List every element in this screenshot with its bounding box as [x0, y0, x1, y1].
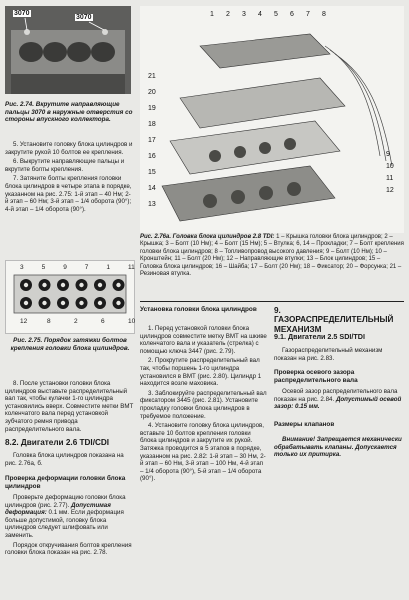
caption-fig-2-76: Рис. 2.76а. Головка блока цилиндров 2.8 TDI:	[140, 234, 275, 240]
bolt-order-number: 12	[20, 318, 28, 325]
para-7: 7. Затяните болты крепления головки блока цилиндров в четыре этапа в порядке, указанном на рис. 2.75: 1-й этап – 40 Нм; 2-й этап – 60 Нм; 3-й этап – 1/4 оборота (90°); 4-й этап – 1/4 оборота (90°).	[5, 175, 132, 213]
figure-2-74-photo	[5, 6, 131, 94]
figure-2-75-diagram	[5, 260, 135, 334]
part-number-label: 17	[148, 137, 156, 144]
c2-para-4: 4. Установите головку блока цилиндров, вставьте 10 болтов крепления головки блока цилиндров и закрутите их рукой. Затяжка проводится в 5 этапов в порядке, указанном на рис. 2.82: 1-й этап – 30 Нм, 2-й этап – 60 Нм, 3-й этап – 100 Нм, 4-й этап – 1/4 оборота (90°), 5-й этап – 1/4 оборота (90°).	[140, 422, 266, 483]
para-5: 5. Установите головку блока цилиндров и закрутите рукой 10 болтов ее крепления.	[5, 141, 133, 156]
valve-sizes-subtitle: Размеры клапанов	[274, 421, 335, 428]
bolt-hole-center	[79, 283, 83, 287]
bolt-pattern-svg	[6, 273, 134, 315]
bolt-order-number: 7	[84, 264, 89, 271]
bolt-order-number: 3	[20, 264, 24, 271]
tolerance-label: Допустимая деформация:	[5, 501, 111, 517]
cylinder-head-exploded-svg	[140, 6, 404, 233]
label-3070-right: 3070	[76, 14, 92, 21]
label-3070-left: 3070	[14, 10, 30, 17]
figure-2-76-exploded	[140, 6, 404, 233]
part-number-label: 4	[258, 11, 262, 18]
deformation-text: Проверьте деформацию головки блока цилиндров (рис. 2.77).	[5, 494, 126, 509]
part-number-label: 6	[290, 11, 294, 18]
deformation-text-2: Если деформация больше допустимой, головку блока цилиндров следует шлифовать или заменить.	[5, 509, 124, 539]
s9-p2b: Допустимый осевой зазор: 0.15 мм.	[274, 395, 402, 411]
bolt-order-number: 5	[41, 264, 46, 271]
bolt-hole-center	[24, 301, 28, 305]
part-number-label: 21	[148, 73, 156, 80]
divider-line	[140, 301, 404, 302]
section-9-title: 9. ГАЗОРАСПРЕДЕЛИТЕЛЬНЫЙ МЕХАНИЗМ	[274, 306, 394, 334]
part-number-label: 10	[386, 163, 394, 170]
column2-text	[140, 325, 267, 485]
sec82-intro: Головка блока цилиндров показана на рис. 2.76а, б.	[5, 452, 124, 467]
part-number-label: 18	[148, 121, 156, 128]
bolt-order-number: 10	[128, 318, 136, 325]
bolt-hole-center	[79, 301, 83, 305]
deformation-subtitle: Проверка деформации головки блока цилиндров	[5, 475, 126, 490]
install-head-subtitle: Установка головки блока цилиндров	[140, 306, 257, 313]
legend-text: 1 – Крышка головки блока цилиндров; 2 – Крышка; 3 – Болт (10 Нм); 4 – Болт (15 Нм); 5 – Втулка; 6, 14 – Прокладки; 7 – Болт крепления головки блока цилиндров; 8 – Топливопровод высокого давления; 9 – Болт (10 Нм); 10 – Кронштейн; 11 – Болт (20 Нм); 12 – Направляющие втулки; 13 – Блок цилиндров; 15 – Головка блока цилиндров; 16 – Шайба; 17 – Болт (20 Нм); 18 – Фиксатор; 20 – Форсунка; 21 – Резиновая втулка.	[140, 234, 404, 278]
part-number-label: 9	[386, 151, 390, 158]
warning-text	[274, 436, 402, 461]
deformation-body	[5, 494, 134, 559]
part-number-label: 1	[210, 11, 214, 18]
bolt-hole-center	[116, 283, 120, 287]
part-number-label: 16	[148, 153, 156, 160]
bolt-hole-center	[42, 283, 46, 287]
legend-fig-2-76	[140, 234, 404, 278]
part-number-label: 20	[148, 89, 156, 96]
axial-play-body	[274, 388, 402, 413]
engine-block-photo	[5, 6, 131, 94]
c2-para-3: 3. Заблокируйте распределительный вал фиксатором 3445 (рис. 2.81). Установите прокладку головки блока цилиндров в требуемое положение.	[140, 389, 267, 420]
part-number-label: 13	[148, 201, 156, 208]
part-number-label: 14	[148, 185, 156, 192]
bolt-order-number: 6	[101, 318, 105, 325]
part-number-label: 2	[226, 11, 230, 18]
tolerance-value: 0.1 мм.	[48, 509, 70, 517]
bolt-order-number: 11	[128, 264, 135, 271]
s9-p2: Осевой зазор распределительного вала показан на рис. 2.84.	[274, 388, 398, 403]
part-number-label: 12	[386, 187, 394, 194]
caption-fig-2-75: Рис. 2.75. Порядок затяжки болтов крепления головки блока цилиндров.	[10, 337, 130, 352]
bolt-hole-center	[42, 301, 46, 305]
bolt-hole-center	[116, 301, 120, 305]
section-9-1-intro	[274, 347, 402, 364]
column1-text-b	[5, 380, 134, 435]
bolt-order-number: 2	[74, 318, 78, 325]
section-9-1-title: 9.1. Двигатели 2.5 SDI/TDI	[274, 332, 365, 341]
section-8-2-title: 8.2. Двигатели 2.6 TDI/CDI	[5, 438, 110, 447]
part-number-label: 15	[148, 169, 156, 176]
part-number-label: 5	[274, 11, 278, 18]
part-number-label: 3	[242, 11, 246, 18]
bolt-hole-center	[98, 283, 102, 287]
part-number-label: 11	[386, 175, 394, 182]
bolt-order-number: 9	[63, 264, 67, 271]
bolt-order-number: 8	[47, 318, 51, 325]
c2-para-1: 1. Перед установкой головки блока цилиндров совместите метку ВМТ на шкиве коленчатого вала и указатель (стрелка) с помощью ключа 3447 (рис. 2.79).	[140, 325, 267, 355]
s9-p1: Газораспределительный механизм показан на рис. 2.83.	[274, 347, 383, 362]
bolt-hole-center	[24, 283, 28, 287]
section-8-2-body	[5, 452, 134, 469]
part-number-label: 7	[306, 11, 310, 18]
c2-para-2: 2. Прокрутите распределительный вал так, чтобы поршень 1-го цилиндра установился в ВМТ (рис. 2.80). Цилиндр 1 находится возле маховика.	[140, 357, 262, 388]
unscrew-order: Порядок откручивания болтов крепления головки блока показан на рис. 2.78.	[5, 541, 132, 557]
axial-play-subtitle: Проверка осевого зазора распределительного вала	[274, 369, 358, 384]
bolt-order-number: 1	[106, 264, 111, 271]
bolt-hole-center	[61, 301, 65, 305]
bolt-hole-center	[98, 301, 102, 305]
part-number-label: 19	[148, 105, 156, 112]
part-number-label: 8	[322, 11, 326, 18]
para-8: 8. После установки головки блока цилиндров выставьте распределительный вал так, чтобы кулачки 1-го цилиндра установились вверх. Совместите метки ВМТ коленчатого вала перед установкой зубчатого ремня привода распределительного вала.	[5, 380, 134, 433]
bolt-hole-center	[61, 283, 65, 287]
bolt-numbers-bottom	[12, 318, 136, 327]
bolt-numbers-top	[12, 264, 135, 273]
para-6: 6. Выкрутите направляющие пальцы и вкрутите болты крепления.	[5, 158, 125, 173]
caption-fig-2-74: Рис. 2.74. Вкрутите направляющие пальцы 3070 в наружные отверстия со стороны впускного коллектора.	[5, 101, 133, 124]
column1-text-a	[5, 141, 134, 215]
s9-warning: Внимание! Запрещается механически обрабатывать клапаны. Допускается только их притирка.	[274, 436, 402, 459]
